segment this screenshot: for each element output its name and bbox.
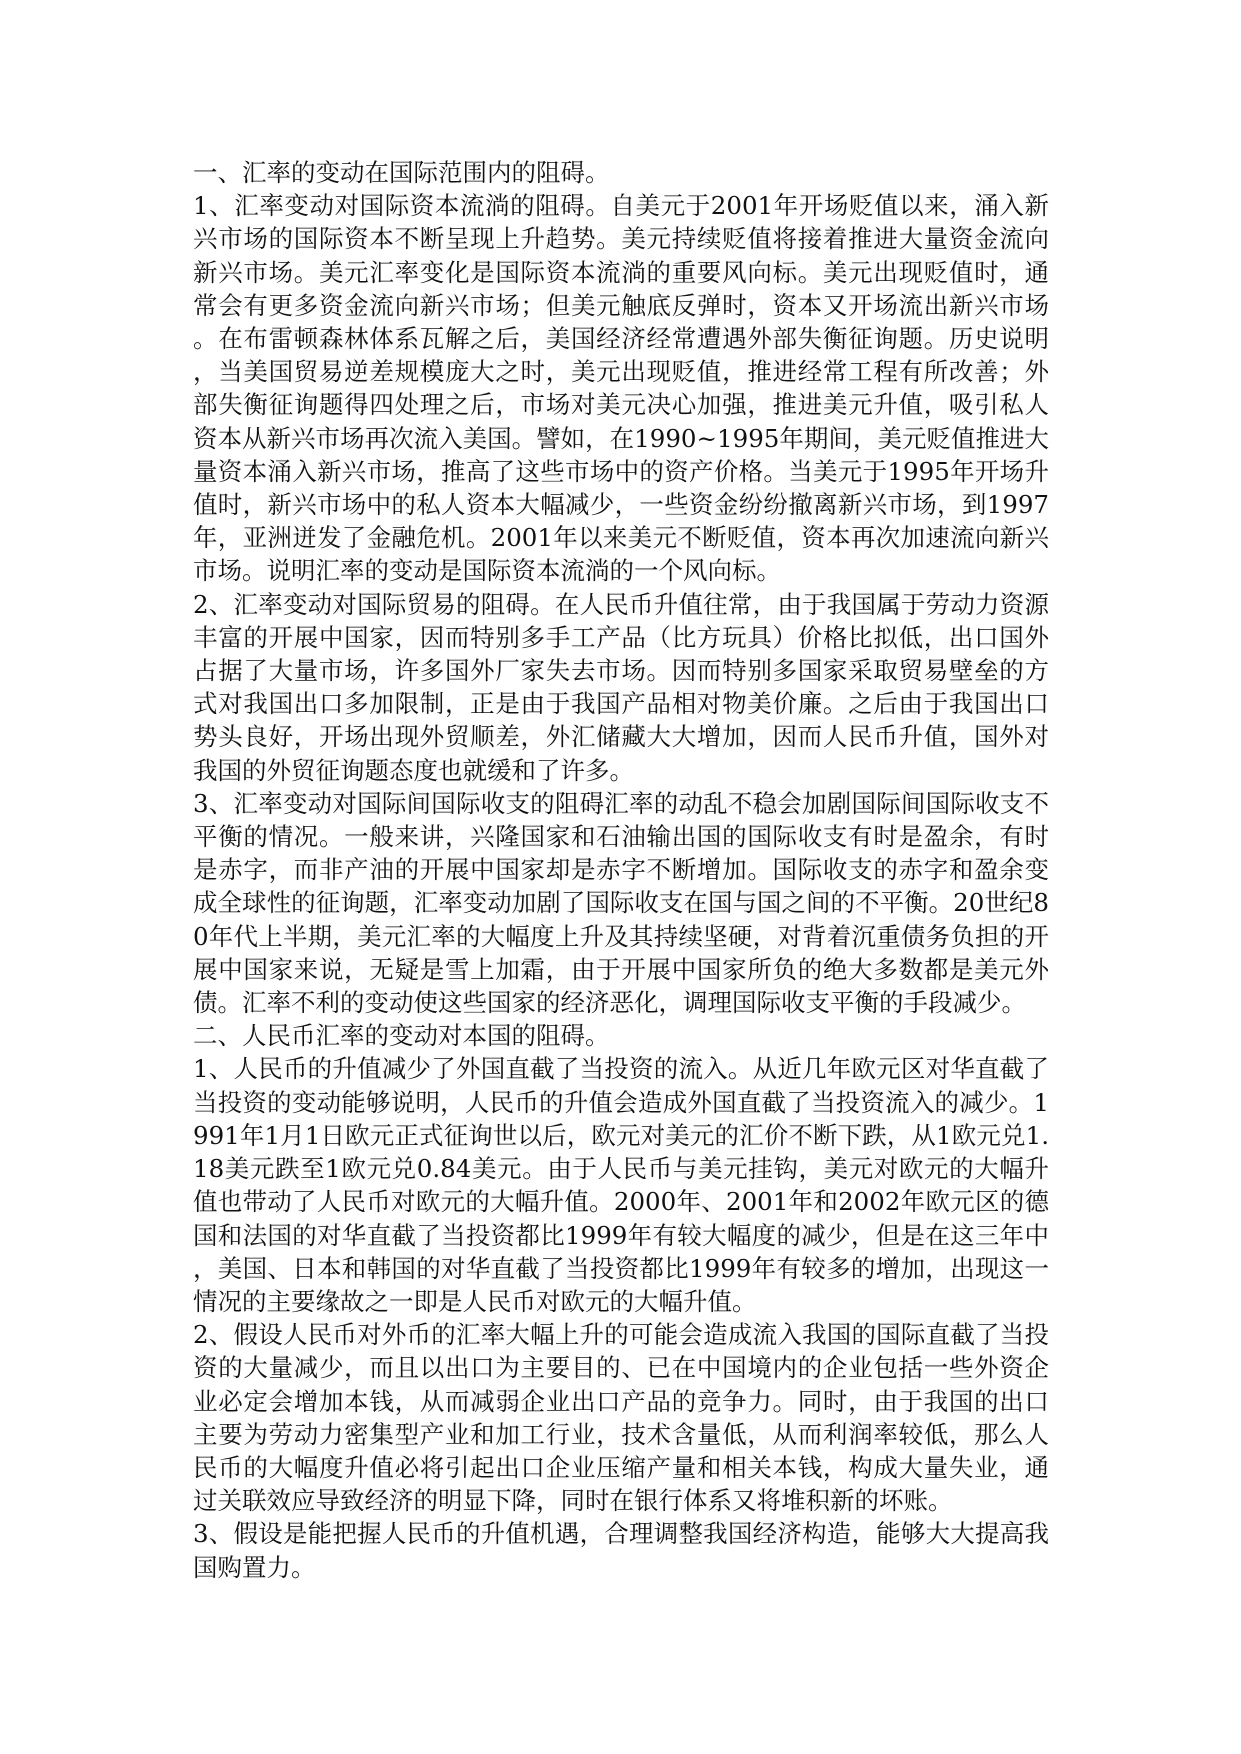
paragraph-2-2: 2、假设人民币对外币的汇率大幅上升的可能会造成流入我国的国际直截了当投资的大量减少，而且以出口为主要目的、已在中国境内的企业包括一些外资企业必定会增加本钱，从而减弱企业出口产品的竞争力。同时，由于我国的出口主要为劳动力密集型产业和加工行业，技术含量低，从而利润率较低，那么人民币的大幅度升值必将引起出口企业压缩产量和相关本钱，构成大量失业，通过关联效应导致经济的明显下降，同时在银行体系又将堆积新的坏账。 xyxy=(193,1320,1049,1516)
paragraph-2-3: 3、假设是能把握人民币的升值机遇，合理调整我国经济构造，能够大大提高我国购置力。 xyxy=(193,1519,1049,1582)
paragraph-1-3: 3、汇率变动对国际间国际收支的阻碍汇率的动乱不稳会加剧国际间国际收支不平衡的情况。一般来讲，兴隆国家和石油输出国的国际收支有时是盈余，有时是赤字，而非产油的开展中国家却是赤字不断增加。国际收支的赤字和盈余变成全球性的征询题，汇率变动加剧了国际收支在国与国之间的不平衡。20世纪80年代上半期，美元汇率的大幅度上升及其持续坚硬，对背着沉重债务负担的开展中国家来说，无疑是雪上加霜，由于开展中国家所负的绝大多数都是美元外债。汇率不利的变动使这些国家的经济恶化，调理国际收支平衡的手段减少。 xyxy=(193,788,1049,1018)
body-text xyxy=(193,156,1049,1584)
paragraph-1-2: 2、汇率变动对国际贸易的阻碍。在人民币升值往常，由于我国属于劳动力资源丰富的开展中国家，因而特别多手工产品（比方玩具）价格比拟低，出口国外占据了大量市场，许多国外厂家失去市场。因而特别多国家采取贸易壁垒的方式对我国出口多加限制，正是由于我国产品相对物美价廉。之后由于我国出口势头良好，开场出现外贸顺差，外汇储藏大大增加，因而人民币升值，国外对我国的外贸征询题态度也就缓和了许多。 xyxy=(193,589,1049,785)
paragraph-2-1: 1、人民币的升值减少了外国直截了当投资的流入。从近几年欧元区对华直截了当投资的变动能够说明，人民币的升值会造成外国直截了当投资流入的减少。1991年1月1日欧元正式征询世以后，欧元对美元的汇价不断下跌，从1欧元兑1.18美元跌至1欧元兑0.84美元。由于人民币与美元挂钩，美元对欧元的大幅升值也带动了人民币对欧元的大幅升值。2000年、2001年和2002年欧元区的德国和法国的对华直截了当投资都比1999年有较大幅度的减少，但是在这三年中，美国、日本和韩国的对华直截了当投资都比1999年有较多的增加，出现这一情况的主要缘故之一即是人民币对欧元的大幅升值。 xyxy=(193,1054,1049,1316)
paragraph-1-1: 1、汇率变动对国际资本流淌的阻碍。自美元于2001年开场贬值以来，涌入新兴市场的国际资本不断呈现上升趋势。美元持续贬值将接着推进大量资金流向新兴市场。美元汇率变化是国际资本流淌的重要风向标。美元出现贬值时，通常会有更多资金流向新兴市场；但美元触底反弹时，资本又开场流出新兴市场。在布雷顿森林体系瓦解之后，美国经济经常遭遇外部失衡征询题。历史说明，当美国贸易逆差规模庞大之时，美元出现贬值，推进经常工程有所改善；外部失衡征询题得四处理之后，市场对美元决心加强，推进美元升值，吸引私人资本从新兴市场再次流入美国。譬如，在1990~1995年期间，美元贬值推进大量资本涌入新兴市场，推高了这些市场中的资产价格。当美元于1995年开场升值时，新兴市场中的私人资本大幅减少，一些资金纷纷撤离新兴市场，到1997年，亚洲迸发了金融危机。2001年以来美元不断贬值，资本再次加速流向新兴市场。说明汇率的变动是国际资本流淌的一个风向标。 xyxy=(193,191,1049,586)
heading-section-1: 一、汇率的变动在国际范围内的阻碍。 xyxy=(193,158,610,187)
heading-section-2: 二、人民币汇率的变动对本国的阻碍。 xyxy=(193,1021,610,1051)
